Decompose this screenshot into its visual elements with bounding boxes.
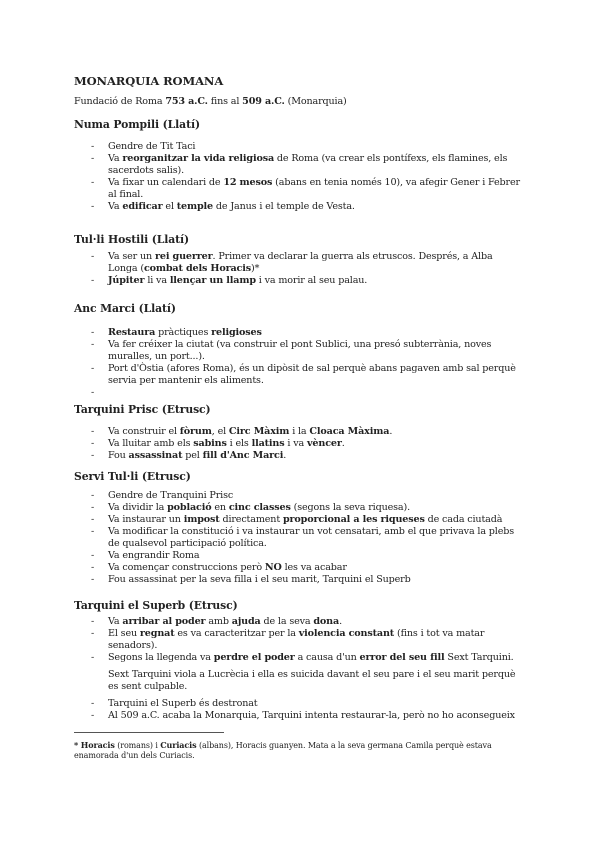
- list-item: [0, 141, 600, 153]
- text-run: (segons la seva riquesa).: [290, 502, 410, 513]
- bold-text: assassinat: [128, 450, 183, 461]
- founding-year-start: 753 a.C.: [165, 96, 208, 107]
- bold-text: violencia constant: [298, 628, 395, 639]
- text-run: a causa d'un: [294, 652, 360, 663]
- bullet-dash: -: [91, 652, 95, 663]
- section-list-servi-tulli: [0, 490, 600, 586]
- bullet-dash: -: [91, 438, 95, 449]
- list-item: [0, 502, 600, 514]
- text-run: i la: [289, 426, 310, 437]
- section-list-tulli-hostili: [0, 251, 600, 287]
- bullet-dash: -: [91, 526, 95, 537]
- text-run: Va modificar la constitució i va instaurar un vot censatari, amb el que privava la plebs de qualsevol participació política.: [108, 526, 515, 549]
- list-item: [0, 426, 600, 438]
- text-run: Va començar construccions però: [108, 562, 265, 573]
- footnote-horacis: * Horacis: [74, 740, 115, 750]
- text-run: Port d'Òstia (afores Roma), és un dipòsit de sal perquè abans pagaven amb sal perquè servia per mantenir els aliments.: [108, 363, 516, 386]
- bold-text: cinc classes: [228, 502, 291, 513]
- section-title-anc-marci: Anc Marci (Llatí): [74, 302, 176, 315]
- list-item: [0, 550, 600, 562]
- list-item: [0, 177, 600, 201]
- founding-text-1: Fundació de Roma: [74, 96, 166, 107]
- text-run: de cada ciutadà: [424, 514, 503, 525]
- bullet-dash: -: [91, 177, 95, 188]
- section-title-tarquini-prisc: Tarquini Prisc (Etrusc): [74, 403, 211, 416]
- founding-text-3: (Monarquia): [284, 96, 347, 107]
- text-run: pel: [182, 450, 203, 461]
- list-item: [0, 153, 600, 177]
- document-title: MONARQUIA ROMANA: [74, 74, 224, 88]
- section-list-tarquini-prisc: [0, 426, 600, 462]
- bold-text: vèncer: [306, 438, 342, 449]
- text-run: i va: [284, 438, 307, 449]
- text-run: i va morir al seu palau.: [255, 275, 368, 286]
- bullet-dash: -: [91, 514, 95, 525]
- text-run: El seu: [108, 628, 140, 639]
- footnote-text-2: (albans), Horacis guanyen. Mata a la seva germana Camila perquè estava enamorada d'un dels Curiacis.: [74, 741, 492, 760]
- text-run: en: [211, 502, 229, 513]
- list-item: [0, 327, 600, 339]
- text-run: , el: [211, 426, 229, 437]
- text-run: Va: [108, 153, 123, 164]
- text-run: Va: [108, 616, 123, 627]
- bullet-dash: -: [91, 153, 95, 164]
- list-item: [0, 514, 600, 526]
- text-run: Sext Tarquini viola a Lucrècia i ella es suicida davant el seu pare i el seu marit perquè es sent culpable.: [108, 669, 516, 692]
- bold-text: Circ Màxim: [228, 426, 290, 437]
- text-run: Va lluitar amb els: [108, 438, 194, 449]
- text-run: .: [389, 426, 393, 437]
- bullet-dash: -: [91, 490, 95, 501]
- founding-text-2: fins al: [207, 96, 243, 107]
- bold-text: fòrum: [179, 426, 212, 437]
- bold-text: reorganitzar la vida religiosa: [122, 153, 275, 164]
- list-item: [0, 201, 600, 213]
- text-run: Va instaurar un: [108, 514, 184, 525]
- bullet-dash: -: [91, 574, 95, 585]
- bold-text: Restaura: [108, 327, 156, 338]
- bullet-dash: -: [91, 698, 95, 709]
- section-title-numa-pompili: Numa Pompili (Llatí): [74, 118, 200, 131]
- founding-line: [74, 96, 347, 107]
- text-run: li va: [144, 275, 170, 286]
- bold-text: població: [167, 502, 212, 513]
- text-run: Fou assassinat per la seva filla i el seu marit, Tarquini el Superb: [108, 574, 411, 585]
- bold-text: llatins: [251, 438, 285, 449]
- bold-text: religioses: [211, 327, 262, 338]
- bullet-dash: -: [91, 502, 95, 513]
- text-run: Va engrandir Roma: [108, 550, 200, 561]
- bullet-dash: -: [91, 141, 95, 152]
- list-item: [0, 363, 600, 387]
- bold-text: rei guerrer: [154, 251, 213, 262]
- text-run: Va: [108, 201, 123, 212]
- bullet-dash: -: [91, 363, 95, 374]
- text-run: .: [339, 616, 342, 627]
- text-run: i els: [226, 438, 252, 449]
- text-run: de Roma (va crear els pontífexs, els flamines, els sacerdots salis).: [108, 153, 508, 176]
- text-run: Segons la llegenda va: [108, 652, 214, 663]
- bullet-dash: -: [91, 628, 95, 639]
- text-run: Gendre de Tranquini Prisc: [108, 490, 234, 501]
- section-list-tarquini-el-superb: [0, 616, 600, 722]
- list-item: [0, 710, 600, 722]
- section-list-anc-marci: [0, 327, 600, 398]
- list-item: [0, 574, 600, 586]
- bullet-dash: -: [91, 339, 95, 350]
- text-run: .: [341, 438, 345, 449]
- bullet-dash: -: [91, 201, 95, 212]
- text-run: amb: [205, 616, 232, 627]
- text-run: el: [162, 201, 177, 212]
- text-run: Fou: [108, 450, 129, 461]
- text-run: Va dividir la: [108, 502, 168, 513]
- list-item: [0, 698, 600, 710]
- list-item: [0, 562, 600, 574]
- list-item: [0, 526, 600, 550]
- bullet-dash: -: [91, 327, 95, 338]
- text-run: Va ser un: [108, 251, 155, 262]
- list-item: [0, 251, 600, 275]
- bullet-dash: -: [91, 450, 95, 461]
- footnote-divider: [74, 732, 224, 733]
- list-item: [0, 339, 600, 363]
- section-list-numa-pompili: [0, 141, 600, 213]
- bold-text: fill d'Anc Marci: [202, 450, 284, 461]
- text-run: . Primer va declarar la guerra als etruscos. Després, a Alba Longa (: [108, 251, 493, 274]
- text-run: Tarquini el Superb és destronat: [108, 698, 258, 709]
- text-run: (fins i tot va matar senadors).: [108, 628, 485, 651]
- bold-text: temple: [176, 201, 214, 212]
- text-run: de Janus i el temple de Vesta.: [213, 201, 355, 212]
- text-run: les va acabar: [281, 562, 347, 573]
- bullet-dash: -: [91, 387, 95, 398]
- text-run: pràctiques: [155, 327, 212, 338]
- list-item: [0, 438, 600, 450]
- list-item: [0, 490, 600, 502]
- bullet-dash: -: [91, 562, 95, 573]
- bullet-dash: -: [91, 275, 95, 286]
- bold-text: llençar un llamp: [169, 275, 256, 286]
- bold-text: perdre el poder: [213, 652, 295, 663]
- bold-text: 12 mesos: [223, 177, 273, 188]
- list-item: [0, 275, 600, 287]
- bullet-dash: -: [91, 616, 95, 627]
- text-run: Va fixar un calendari de: [108, 177, 224, 188]
- list-item: [0, 652, 600, 664]
- paragraph: [0, 669, 600, 693]
- list-item: [0, 616, 600, 628]
- footnote-text-1: (romans) i: [114, 741, 161, 750]
- founding-year-end: 509 a.C.: [242, 96, 285, 107]
- bold-text: error del seu fill: [359, 652, 445, 663]
- bold-text: edificar: [122, 201, 163, 212]
- text-run: de la seva: [260, 616, 314, 627]
- bullet-dash: -: [91, 426, 95, 437]
- footnote: [74, 740, 534, 761]
- text-run: (abans en tenia només 10), va afegir Gener i Febrer al final.: [108, 177, 520, 200]
- text-run: Al 509 a.C. acaba la Monarquia, Tarquini intenta restaurar-la, però no ho aconsegueix: [108, 710, 515, 721]
- bold-text: impost: [183, 514, 220, 525]
- text-run: directament: [219, 514, 283, 525]
- bold-text: combat dels Horacis: [143, 263, 251, 274]
- text-run: Va construir el: [108, 426, 180, 437]
- bullet-dash: -: [91, 710, 95, 721]
- bold-text: NO: [264, 562, 282, 573]
- bold-text: proporcional a les riqueses: [282, 514, 425, 525]
- text-run: .: [283, 450, 287, 461]
- bold-text: arribar al poder: [122, 616, 206, 627]
- footnote-curiacis: Curiacis: [160, 740, 197, 750]
- bold-text: sabins: [193, 438, 227, 449]
- text-run: Gendre de Tit Taci: [108, 141, 196, 152]
- section-title-tarquini-el-superb: Tarquini el Superb (Etrusc): [74, 599, 238, 612]
- bold-text: Cloaca Màxima: [309, 426, 390, 437]
- list-item: [0, 628, 600, 652]
- section-title-servi-tulli: Servi Tul·li (Etrusc): [74, 470, 191, 483]
- text-run: Sext Tarquini.: [444, 652, 514, 663]
- bullet-dash: -: [91, 550, 95, 561]
- bold-text: Júpiter: [108, 275, 145, 286]
- text-run: )*: [251, 263, 260, 274]
- text-run: es va caracteritzar per la: [174, 628, 299, 639]
- text-run: Va fer créixer la ciutat (va construir el pont Sublici, una presó subterrània, noves muralles, un port...).: [108, 339, 492, 362]
- bold-text: ajuda: [231, 616, 261, 627]
- list-item: [0, 450, 600, 462]
- bullet-dash: -: [91, 251, 95, 262]
- section-title-tulli-hostili: Tul·li Hostili (Llatí): [74, 233, 190, 246]
- bold-text: regnat: [139, 628, 175, 639]
- bold-text: dona: [313, 616, 340, 627]
